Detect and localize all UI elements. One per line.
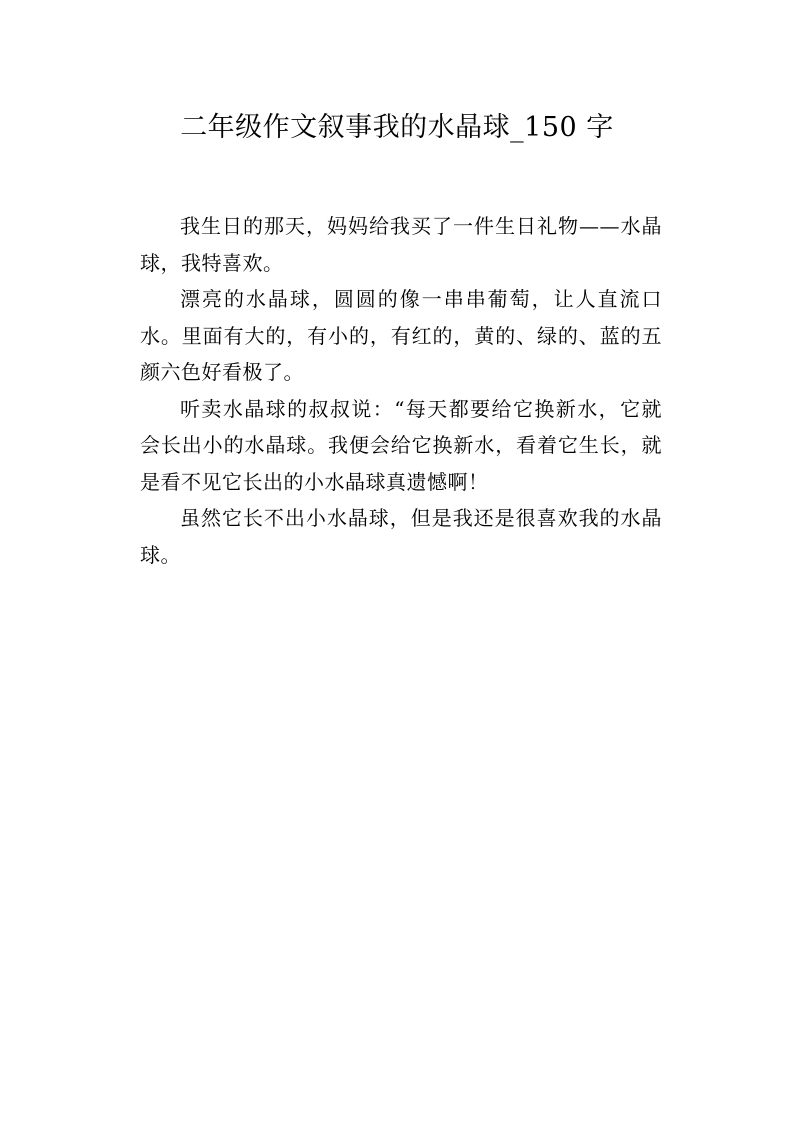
paragraph-3: 听卖水晶球的叔叔说：“每天都要给它换新水，它就会长出小的水晶球。我便会给它换新水，看着它生长，就是看不见它长出的小水晶球真遗憾啊！: [140, 396, 662, 494]
paragraph-2: 漂亮的水晶球，圆圆的像一串串葡萄，让人直流口水。里面有大的，有小的，有红的，黄的、绿的、蓝的五颜六色好看极了。: [140, 287, 662, 384]
paragraph-4: 虽然它长不出小水晶球，但是我还是很喜欢我的水晶球。: [140, 506, 662, 567]
document-title: 二年级作文叙事我的水晶球_150 字: [180, 112, 614, 143]
document-body: [140, 208, 662, 573]
paragraph-1: 我生日的那天，妈妈给我买了一件生日礼物——水晶球，我特喜欢。: [140, 214, 662, 275]
